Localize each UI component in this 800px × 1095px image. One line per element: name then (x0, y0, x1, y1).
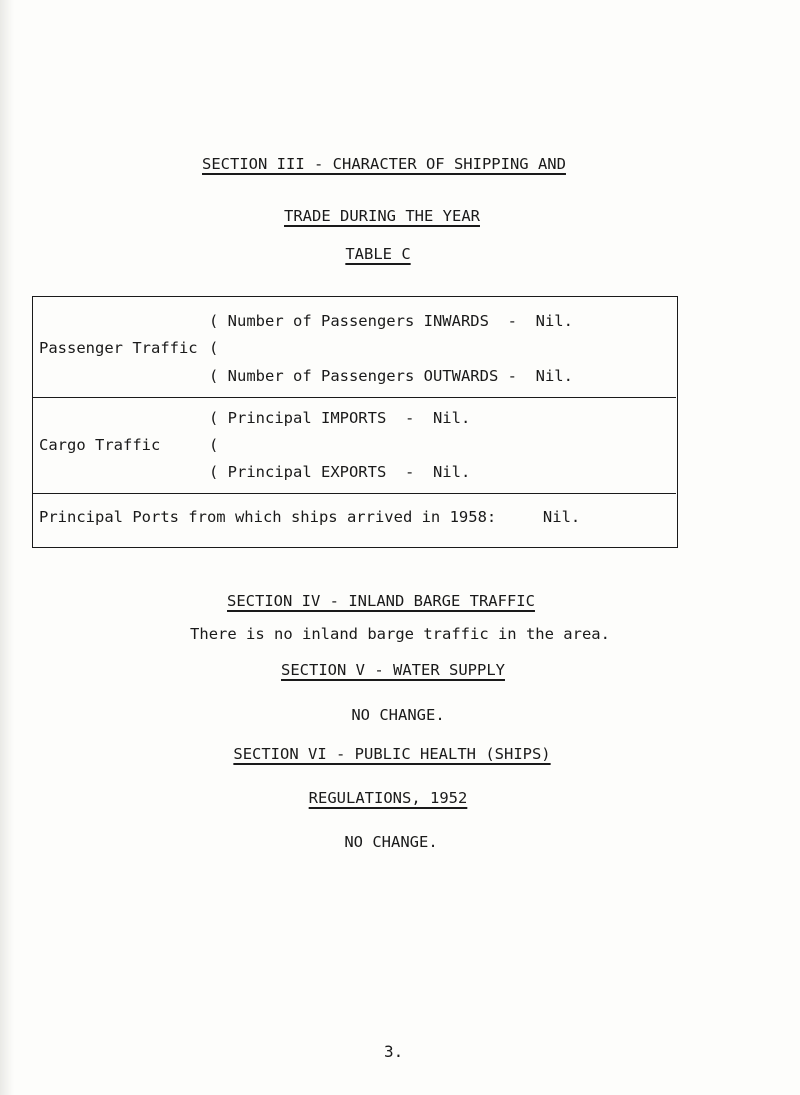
cargo-traffic-label: Cargo Traffic (39, 436, 161, 454)
table-c-title: TABLE C (345, 245, 411, 263)
table-row-passenger (33, 297, 676, 398)
passenger-bracket: ( (209, 339, 219, 357)
section-iv-heading: SECTION IV - INLAND BARGE TRAFFIC (227, 592, 535, 610)
table-c (32, 296, 678, 548)
principal-imports: ( Principal IMPORTS - Nil. (209, 409, 471, 427)
principal-exports: ( Principal EXPORTS - Nil. (209, 463, 471, 481)
section-vi-text: NO CHANGE. (344, 833, 438, 851)
section-vi-subheading: REGULATIONS, 1952 (308, 789, 468, 807)
passengers-inwards: ( Number of Passengers INWARDS - Nil. (209, 312, 573, 330)
section-v-text: NO CHANGE. (351, 706, 445, 724)
page-number: 3. (384, 1042, 404, 1061)
section-v-heading: SECTION V - WATER SUPPLY (281, 661, 505, 679)
section-iv-text: There is no inland barge traffic in the area. (190, 625, 610, 643)
principal-ports-text: Principal Ports from which ships arrived in 1958: Nil. (39, 508, 581, 526)
table-row-ports (33, 494, 676, 546)
passenger-traffic-label: Passenger Traffic (39, 339, 198, 357)
cargo-bracket: ( (209, 436, 219, 454)
section-vi-heading: SECTION VI - PUBLIC HEALTH (SHIPS) (233, 745, 551, 763)
passengers-outwards: ( Number of Passengers OUTWARDS - Nil. (209, 367, 573, 385)
table-row-cargo (33, 398, 676, 494)
section-iii-heading: SECTION III - CHARACTER OF SHIPPING AND (202, 155, 566, 173)
section-iii-subheading: TRADE DURING THE YEAR (284, 207, 480, 225)
